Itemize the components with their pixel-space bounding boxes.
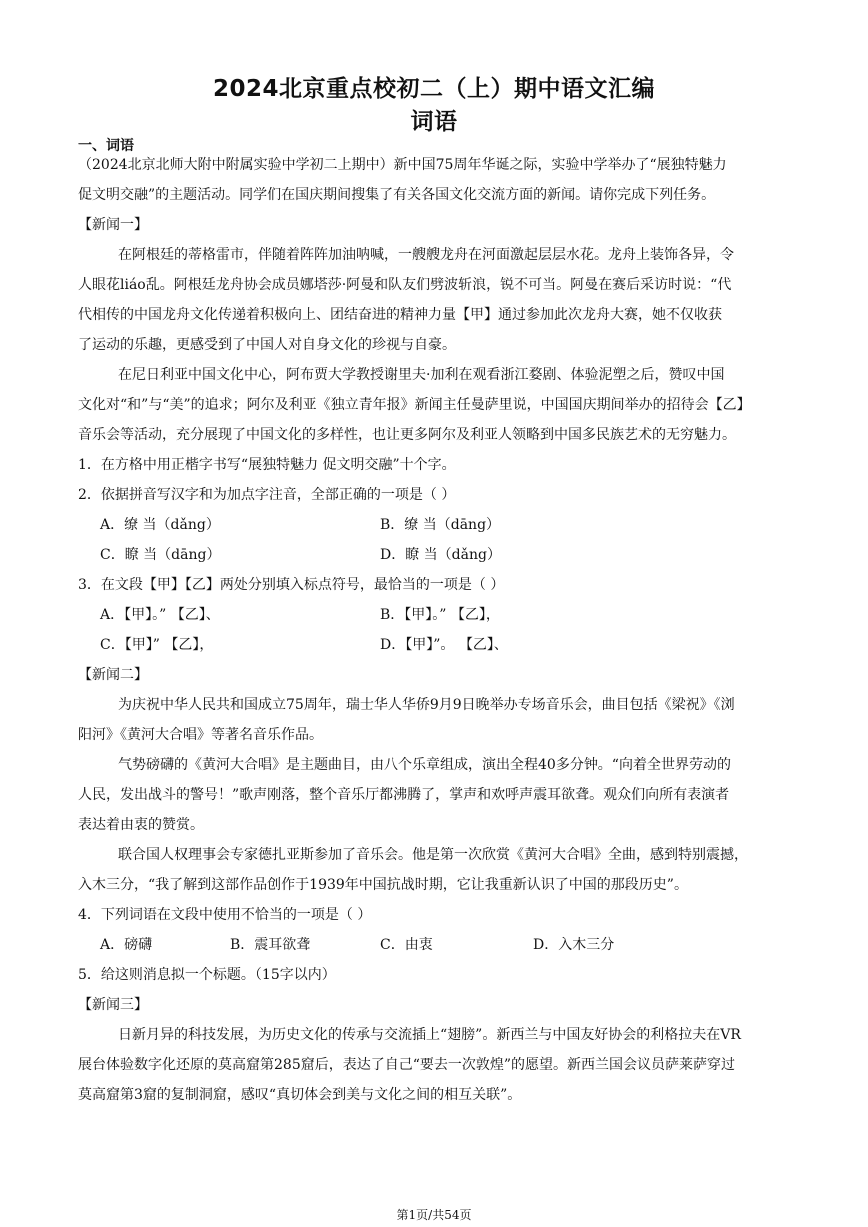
intro-line: （2024北京北师大附中附属实验中学初二上期中）新中国75周年华诞之际，实验中学举办了“展独特魅力	[78, 157, 727, 173]
document-subtitle: 词语	[410, 109, 458, 135]
question-5: 5．给这则消息拟一个标题。（15字以内）	[78, 967, 336, 983]
paragraph-line: 文化对“和”与“美”的追求；阿尔及利亚《独立青年报》新闻主任曼萨里说，中国国庆期间举办的招待会【乙】	[78, 397, 751, 413]
paragraph-line: 了运动的乐趣，更感受到了中国人对自身文化的珍视与自豪。	[78, 337, 456, 353]
paragraph-line: 人眼花liáo乱。阿根廷龙舟协会成员娜塔莎·阿曼和队友们劈波斩浪，锐不可当。阿曼在赛后采访时说：“代	[78, 277, 732, 293]
paragraph-line: 展台体验数字化还原的莫高窟第285窟后，表达了自己“要去一次敦煌”的愿望。新西兰国会议员萨莱萨穿过	[78, 1057, 736, 1073]
question-1: 1．在方格中用正楷字书写“展独特魅力 促文明交融”十个字。	[78, 457, 456, 473]
section-heading: 一、词语	[78, 138, 134, 154]
paragraph-line: 为庆祝中华人民共和国成立75周年，瑞士华人华侨9月9日晚举办专场音乐会，曲目包括《梁祝》《浏	[118, 697, 735, 713]
q4-option-c: C．由衷	[380, 937, 433, 953]
paragraph-line: 表达着由衷的赞赏。	[78, 817, 204, 833]
q3-option-c: C．【甲】” 【乙】，	[100, 637, 214, 653]
q3-option-b: B．【甲】。” 【乙】，	[380, 607, 500, 623]
question-2: 2．依据拼音写汉字和为加点字注音，全部正确的一项是（ ）	[78, 487, 456, 503]
question-3: 3．在文段【甲】【乙】两处分别填入标点符号，最恰当的一项是（ ）	[78, 577, 505, 593]
paragraph-line: 音乐会等活动，充分展现了中国文化的多样性，也让更多阿尔及利亚人领略到中国多民族艺术的无穷魅力。	[78, 427, 736, 443]
q2-option-b: B．缭 当（dāng）	[380, 517, 501, 533]
q4-option-b: B．震耳欲聋	[230, 937, 311, 953]
news2-header: 【新闻二】	[78, 667, 148, 683]
intro-line: 促文明交融”的主题活动。同学们在国庆期间搜集了有关各国文化交流方面的新闻。请你完成下列任务。	[78, 187, 716, 203]
document-title: 2024北京重点校初二（上）期中语文汇编	[212, 76, 655, 102]
paragraph-line: 日新月异的科技发展，为历史文化的传承与交流插上“翅膀”。新西兰与中国友好协会的利格拉夫在VR	[118, 1027, 741, 1043]
paragraph-line: 阳河》《黄河大合唱》等著名音乐作品。	[78, 727, 323, 743]
paragraph-line: 在尼日利亚中国文化中心，阿布贾大学教授谢里夫·加利在观看浙江婺剧、体验泥塑之后，赞叹中国	[118, 367, 725, 383]
paragraph-line: 人民，发出战斗的警号！”歌声刚落，整个音乐厅都沸腾了，掌声和欢呼声震耳欲聋。观众们向所有表演者	[78, 787, 730, 803]
paragraph-line: 气势磅礴的《黄河大合唱》是主题曲目，由八个乐章组成，演出全程40多分钟。“向着全世界劳动的	[118, 757, 731, 773]
q2-option-c: C．瞭 当（dāng）	[100, 547, 221, 563]
page-number: 第1页/共54页	[396, 1208, 472, 1222]
paragraph-line: 入木三分，“我了解到这部作品创作于1939年中国抗战时期，它让我重新认识了中国的那段历史”。	[78, 877, 688, 893]
news1-header: 【新闻一】	[78, 217, 148, 233]
paragraph-line: 代相传的中国龙舟文化传递着积极向上、团结奋进的精神力量【甲】通过参加此次龙舟大赛，她不仅收获	[78, 307, 722, 323]
q2-option-d: D．瞭 当（dǎng）	[380, 547, 501, 563]
paragraph-line: 联合国人权理事会专家德扎亚斯参加了音乐会。他是第一次欣赏《黄河大合唱》全曲，感到特别震撼，	[118, 847, 748, 863]
q4-option-d: D．入木三分	[533, 937, 615, 953]
q3-option-a: A．【甲】。” 【乙】、	[100, 607, 220, 623]
q2-option-a: A．缭 当（dǎng）	[100, 517, 220, 533]
q4-option-a: A．磅礴	[100, 937, 153, 953]
news3-header: 【新闻三】	[78, 997, 148, 1013]
question-4: 4．下列词语在文段中使用不恰当的一项是（ ）	[78, 907, 372, 923]
q3-option-d: D．【甲】”。 【乙】、	[380, 637, 508, 653]
paragraph-line: 在阿根廷的蒂格雷市，伴随着阵阵加油呐喊，一艘艘龙舟在河面激起层层水花。龙舟上装饰各异，令	[118, 247, 734, 263]
paragraph-line: 莫高窟第3窟的复制洞窟，感叹“真切体会到美与文化之间的相互关联”。	[78, 1087, 522, 1103]
